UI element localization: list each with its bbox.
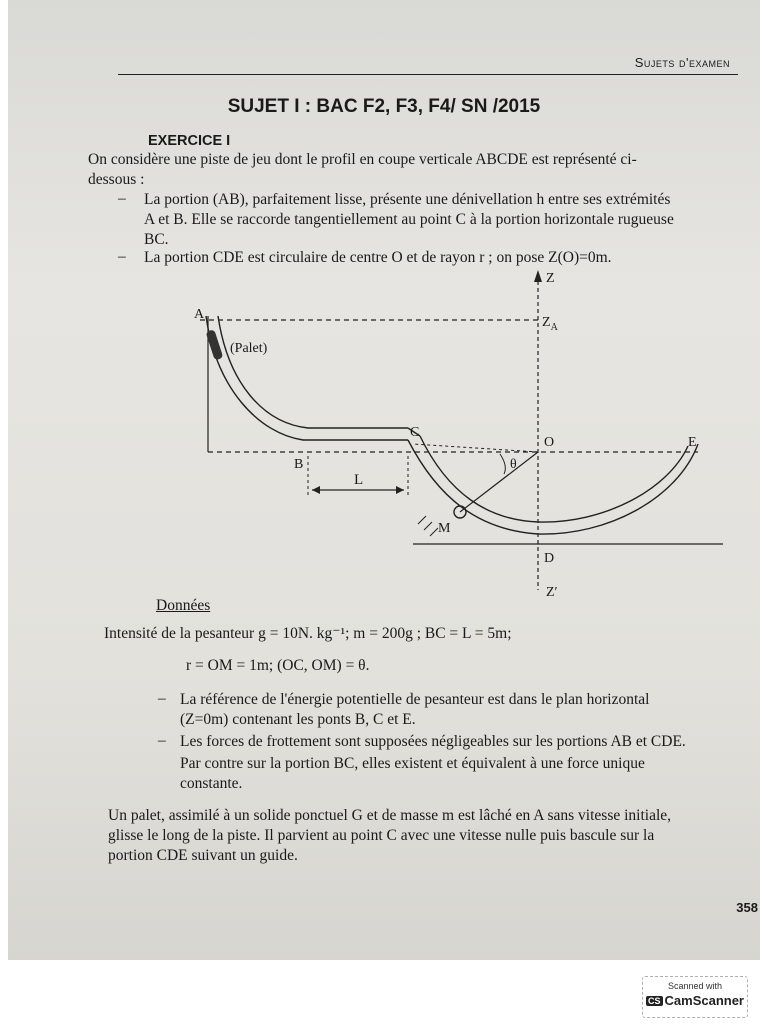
- l-dim-arrow-left: [312, 486, 320, 494]
- donnees-bullet1-line-2: (Z=0m) contenant les ponts B, C et E.: [180, 711, 416, 728]
- donnees-bullet2-line-3: constante.: [180, 775, 243, 792]
- scanned-with-text: Scanned with: [667, 981, 723, 991]
- label-z-prime: Z′: [546, 585, 558, 598]
- track-diagram: [158, 268, 738, 598]
- page-number: 358: [736, 900, 758, 915]
- page-title: SUJET I : BAC F2, F3, F4/ SN /2015: [227, 96, 541, 117]
- label-za-main: Z: [542, 315, 551, 330]
- track-ab-outer: [218, 316, 308, 428]
- label-d: D: [544, 551, 555, 566]
- donnees-heading: Données: [156, 597, 211, 614]
- exercise-label: EXERCICE I: [148, 133, 231, 149]
- l-dim-arrow-right: [396, 486, 404, 494]
- camscanner-brand-text: CamScanner: [664, 993, 744, 1008]
- label-a: A: [194, 307, 205, 322]
- label-theta: θ: [510, 457, 517, 472]
- theta-arc: [500, 454, 505, 474]
- label-e: E: [688, 435, 697, 450]
- donnees-line-1: Intensité de la pesanteur g = 10N. kg⁻¹; m = 200g ; BC = L = 5m;: [104, 625, 512, 642]
- bullet-dash-2: –: [118, 248, 126, 265]
- final-line-2: glisse le long de la piste. Il parvient au point C avec une vitesse nulle puis bascule sur la: [108, 827, 655, 844]
- running-header: Sujets d'examen: [634, 55, 730, 70]
- final-line-1: Un palet, assimilé à un solide ponctuel G et de masse m est lâché en A sans vitesse initiale,: [108, 807, 672, 824]
- label-za-sub: A: [550, 322, 558, 333]
- radius-om: [460, 452, 538, 512]
- label-b: B: [294, 457, 304, 472]
- label-za: [542, 315, 559, 333]
- donnees-bullet1-line-1: La référence de l'énergie potentielle de pesanteur est dans le plan horizontal: [180, 691, 650, 708]
- z-axis-arrow: [534, 270, 542, 282]
- donnees-dash-2: –: [158, 732, 166, 749]
- camscanner-brand: [643, 993, 747, 1008]
- bullet-dash-1: –: [118, 190, 126, 207]
- donnees-line-2: r = OM = 1m; (OC, OM) = θ.: [186, 657, 370, 674]
- radius-oc: [413, 444, 538, 452]
- label-o: O: [544, 435, 555, 450]
- label-z: Z: [546, 271, 555, 286]
- label-palet: (Palet): [230, 341, 268, 356]
- final-line-3: portion CDE suivant un guide.: [108, 847, 298, 864]
- track-cde-outer: [408, 440, 698, 534]
- donnees-bullet2-line-1: Les forces de frottement sont supposées négligeables sur les portions AB et CDE.: [180, 733, 686, 750]
- bullet1-line-1: La portion (AB), parfaitement lisse, présente une dénivellation h entre ses extrémités: [144, 191, 671, 208]
- donnees-dash-1: –: [158, 690, 166, 707]
- label-m: M: [438, 521, 451, 536]
- bullet1-line-3: BC.: [144, 231, 169, 248]
- intro-line-1: On considère une piste de jeu dont le profil en coupe verticale ABCDE est représenté ci-: [88, 151, 637, 168]
- bullet2-line-1: La portion CDE est circulaire de centre O et de rayon r ; on pose Z(O)=0m.: [144, 249, 612, 266]
- header-rule: [118, 74, 738, 75]
- label-c: C: [410, 425, 420, 440]
- scanned-page: [8, 0, 760, 960]
- bullet1-line-2: A et B. Elle se raccorde tangentiellement au point C à la portion horizontale rugueuse: [144, 211, 674, 228]
- camscanner-badge: [642, 976, 748, 1018]
- camscanner-logo-icon: CS: [648, 996, 661, 1006]
- intro-line-2: dessous :: [88, 171, 145, 188]
- donnees-bullet2-line-2: Par contre sur la portion BC, elles existent et équivalent à une force unique: [180, 755, 645, 772]
- hatching: [418, 516, 438, 536]
- label-l: L: [354, 472, 364, 488]
